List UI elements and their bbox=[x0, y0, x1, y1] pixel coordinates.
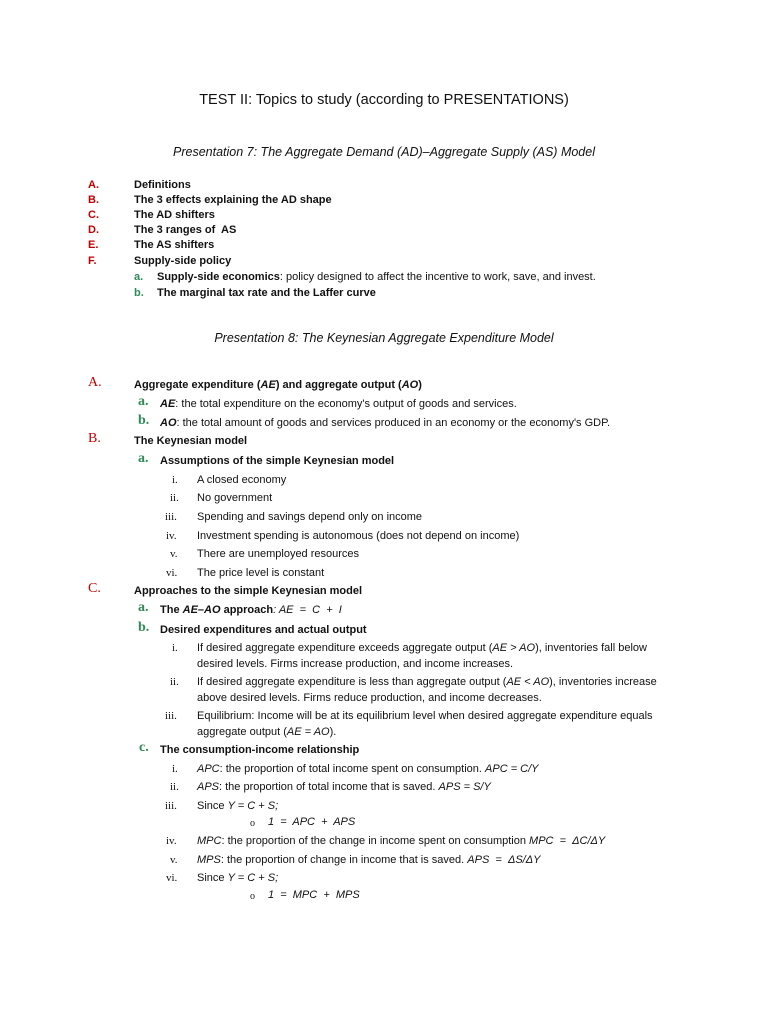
p8-cb-3-b: AE = AO bbox=[286, 726, 330, 738]
p8-cc-3-eq: Y = C + S; bbox=[227, 800, 279, 812]
p7-marker-d: D. bbox=[88, 224, 99, 236]
p8-a-t5: ) bbox=[418, 379, 422, 391]
p8-cb-item-2-line1 bbox=[197, 675, 657, 689]
p8-cc-1-rest: : the proportion of total income spent on consumption. bbox=[219, 763, 486, 775]
p8-cc-2-eq: APS = S/Y bbox=[438, 781, 491, 793]
p8-b-roman-1: i. bbox=[172, 474, 178, 486]
p8-cc-identity-2: 1 = MPC + MPS bbox=[268, 889, 360, 901]
p8-cc-4-term: MPC bbox=[197, 835, 222, 847]
p8-cc-item-3 bbox=[197, 799, 278, 813]
p8-cb-3-c: ). bbox=[329, 726, 337, 738]
p8-c-a-t2: AE–AO bbox=[182, 604, 221, 616]
p7-marker-e: E. bbox=[88, 239, 99, 251]
p8-cc-5-term: MPS bbox=[197, 854, 221, 866]
p8-b-item-4: Investment spending is autonomous (does not depend on income) bbox=[197, 530, 520, 542]
p8-c-sub-item-b: Desired expenditures and actual output bbox=[160, 624, 367, 636]
p8-cb-roman-2: ii. bbox=[170, 676, 179, 688]
p7-item-b: The 3 effects explaining the AD shape bbox=[134, 194, 332, 206]
p8-c-sub-marker-b: b. bbox=[138, 620, 150, 635]
p8-a-sub-marker-a: a. bbox=[138, 394, 149, 409]
p8-cc-identity-1: 1 = APC + APS bbox=[268, 816, 356, 828]
p8-b-roman-6: vi. bbox=[166, 567, 178, 579]
p8-b-item-5: There are unemployed resources bbox=[197, 548, 360, 560]
p8-c-sub-item-c: The consumption-income relationship bbox=[160, 744, 360, 756]
p8-a-sub-item-b bbox=[160, 416, 610, 430]
p7-marker-a: A. bbox=[88, 179, 99, 191]
presentation-7-heading: Presentation 7: The Aggregate Demand (AD)–Aggregate Supply (AS) Model bbox=[173, 145, 595, 159]
p8-b-item-6: The price level is constant bbox=[197, 567, 325, 579]
p7-item-e: The AS shifters bbox=[134, 239, 215, 251]
p8-a-t1: Aggregate expenditure ( bbox=[134, 379, 261, 391]
p8-cb-1-c: ), inventories fall below bbox=[535, 642, 647, 654]
p8-c-sub-marker-c: c. bbox=[139, 740, 149, 755]
p8-marker-c: C. bbox=[88, 581, 101, 596]
p8-cc-1-term: APC bbox=[197, 763, 220, 775]
p8-b-sub-item-a: Assumptions of the simple Keynesian model bbox=[160, 455, 395, 467]
p7-marker-b: B. bbox=[88, 194, 99, 206]
p8-cc-roman-1: i. bbox=[172, 763, 178, 775]
p8-c-a-eq: : AE = C + I bbox=[273, 604, 342, 616]
p8-marker-b: B. bbox=[88, 431, 101, 446]
p8-b-roman-4: iv. bbox=[166, 530, 177, 542]
p8-cc-bullet-2: o bbox=[250, 891, 255, 902]
p7-sub-marker-a: a. bbox=[134, 271, 144, 283]
p8-c-sub-marker-a: a. bbox=[138, 600, 149, 615]
p8-cb-2-c: ), inventories increase bbox=[549, 676, 657, 688]
p8-cb-1-a: If desired aggregate expenditure exceeds aggregate output ( bbox=[197, 642, 493, 654]
p8-cb-2-b: AE < AO bbox=[506, 676, 550, 688]
p8-cc-2-rest: : the proportion of total income that is saved. bbox=[219, 781, 439, 793]
p8-cb-roman-1: i. bbox=[172, 642, 178, 654]
p8-cc-roman-6: vi. bbox=[166, 872, 178, 884]
p8-b-sub-marker-a: a. bbox=[138, 451, 149, 466]
p8-cb-item-3-line2 bbox=[197, 725, 336, 739]
p8-cc-2-term: APS bbox=[197, 781, 220, 793]
p8-cc-5-rest: : the proportion of change in income that is saved. bbox=[220, 854, 468, 866]
p8-c-a-t3: approach bbox=[220, 604, 274, 616]
p8-item-a bbox=[134, 378, 422, 392]
p8-b-item-1: A closed economy bbox=[197, 474, 287, 486]
p8-cc-4-eq: MPC = ΔC/ΔY bbox=[529, 835, 606, 847]
p8-cc-roman-3: iii. bbox=[165, 800, 177, 812]
page-title: TEST II: Topics to study (according to PRESENTATIONS) bbox=[199, 92, 569, 108]
p8-cc-5-eq: APS = ΔS/ΔY bbox=[467, 854, 541, 866]
p8-cb-item-3-line1: Equilibrium: Income will be at its equilibrium level when desired aggregate expenditure equals bbox=[197, 710, 653, 722]
p8-cc-item-5 bbox=[197, 853, 540, 867]
p8-a-t3: ) and aggregate output ( bbox=[275, 379, 402, 391]
p8-a-sub-marker-b: b. bbox=[138, 413, 150, 428]
p7-sub-marker-b: b. bbox=[134, 287, 144, 299]
p7-item-a: Definitions bbox=[134, 179, 191, 191]
p7-item-d: The 3 ranges of AS bbox=[134, 224, 237, 236]
p8-c-a-t1: The bbox=[160, 604, 183, 616]
p8-cc-item-1 bbox=[197, 762, 539, 776]
p7-item-f: Supply-side policy bbox=[134, 255, 232, 267]
p8-b-item-3: Spending and savings depend only on income bbox=[197, 511, 423, 523]
p8-marker-a: A. bbox=[88, 375, 102, 390]
p7-marker-f: F. bbox=[88, 255, 97, 267]
presentation-8-heading: Presentation 8: The Keynesian Aggregate Expenditure Model bbox=[214, 331, 554, 345]
p8-a-t2: AE bbox=[260, 379, 276, 391]
p8-b-roman-2: ii. bbox=[170, 492, 179, 504]
p8-cb-1-b: AE > AO bbox=[492, 642, 536, 654]
p7-sub-a-term: Supply-side economics bbox=[157, 271, 280, 283]
p8-cc-bullet-1: o bbox=[250, 818, 255, 829]
p8-item-c: Approaches to the simple Keynesian model bbox=[134, 585, 363, 597]
p8-a-sub-b-rest: : the total amount of goods and services produced in an economy or the economy's GDP. bbox=[176, 417, 611, 429]
p8-item-b: The Keynesian model bbox=[134, 435, 248, 447]
p8-cc-item-2 bbox=[197, 780, 491, 794]
p8-a-sub-a-rest: : the total expenditure on the economy's output of goods and services. bbox=[175, 398, 517, 410]
p8-cb-3-a: aggregate output ( bbox=[197, 726, 287, 738]
p8-cc-item-4 bbox=[197, 834, 605, 848]
p8-cc-roman-4: iv. bbox=[166, 835, 177, 847]
p8-b-roman-3: iii. bbox=[165, 511, 177, 523]
p8-cc-4-rest: : the proportion of the change in income spent on consumption bbox=[221, 835, 530, 847]
p8-b-item-2: No government bbox=[197, 492, 273, 504]
p8-b-roman-5: v. bbox=[170, 548, 178, 560]
p8-a-sub-a-term: AE bbox=[160, 398, 176, 410]
p8-cc-roman-2: ii. bbox=[170, 781, 179, 793]
p8-a-t4: AO bbox=[401, 379, 419, 391]
p8-cb-item-1-line1 bbox=[197, 641, 647, 655]
p7-sub-item-b: The marginal tax rate and the Laffer curve bbox=[157, 287, 376, 299]
p8-cc-item-6 bbox=[197, 871, 278, 885]
p7-sub-item-a bbox=[157, 270, 596, 284]
p7-marker-c: C. bbox=[88, 209, 99, 221]
p8-cb-item-1-line2: desired levels. Firms increase production, and income increases. bbox=[197, 658, 514, 670]
p8-cc-3-pre: Since bbox=[197, 800, 228, 812]
p8-cc-6-pre: Since bbox=[197, 872, 228, 884]
p8-cc-6-eq: Y = C + S; bbox=[227, 872, 279, 884]
p8-cb-item-2-line2: above desired levels. Firms reduce production, and income decreases. bbox=[197, 692, 542, 704]
p8-cc-1-eq: APC = C/Y bbox=[485, 763, 539, 775]
p8-a-sub-b-term: AO bbox=[160, 417, 177, 429]
p8-c-sub-item-a bbox=[160, 603, 342, 617]
p8-cb-2-a: If desired aggregate expenditure is less than aggregate output ( bbox=[197, 676, 507, 688]
p8-cc-roman-5: v. bbox=[170, 854, 178, 866]
p8-cb-roman-3: iii. bbox=[165, 710, 177, 722]
p7-item-c: The AD shifters bbox=[134, 209, 215, 221]
p8-a-sub-item-a bbox=[160, 397, 517, 411]
p7-sub-a-rest: : policy designed to affect the incentive to work, save, and invest. bbox=[279, 271, 596, 283]
